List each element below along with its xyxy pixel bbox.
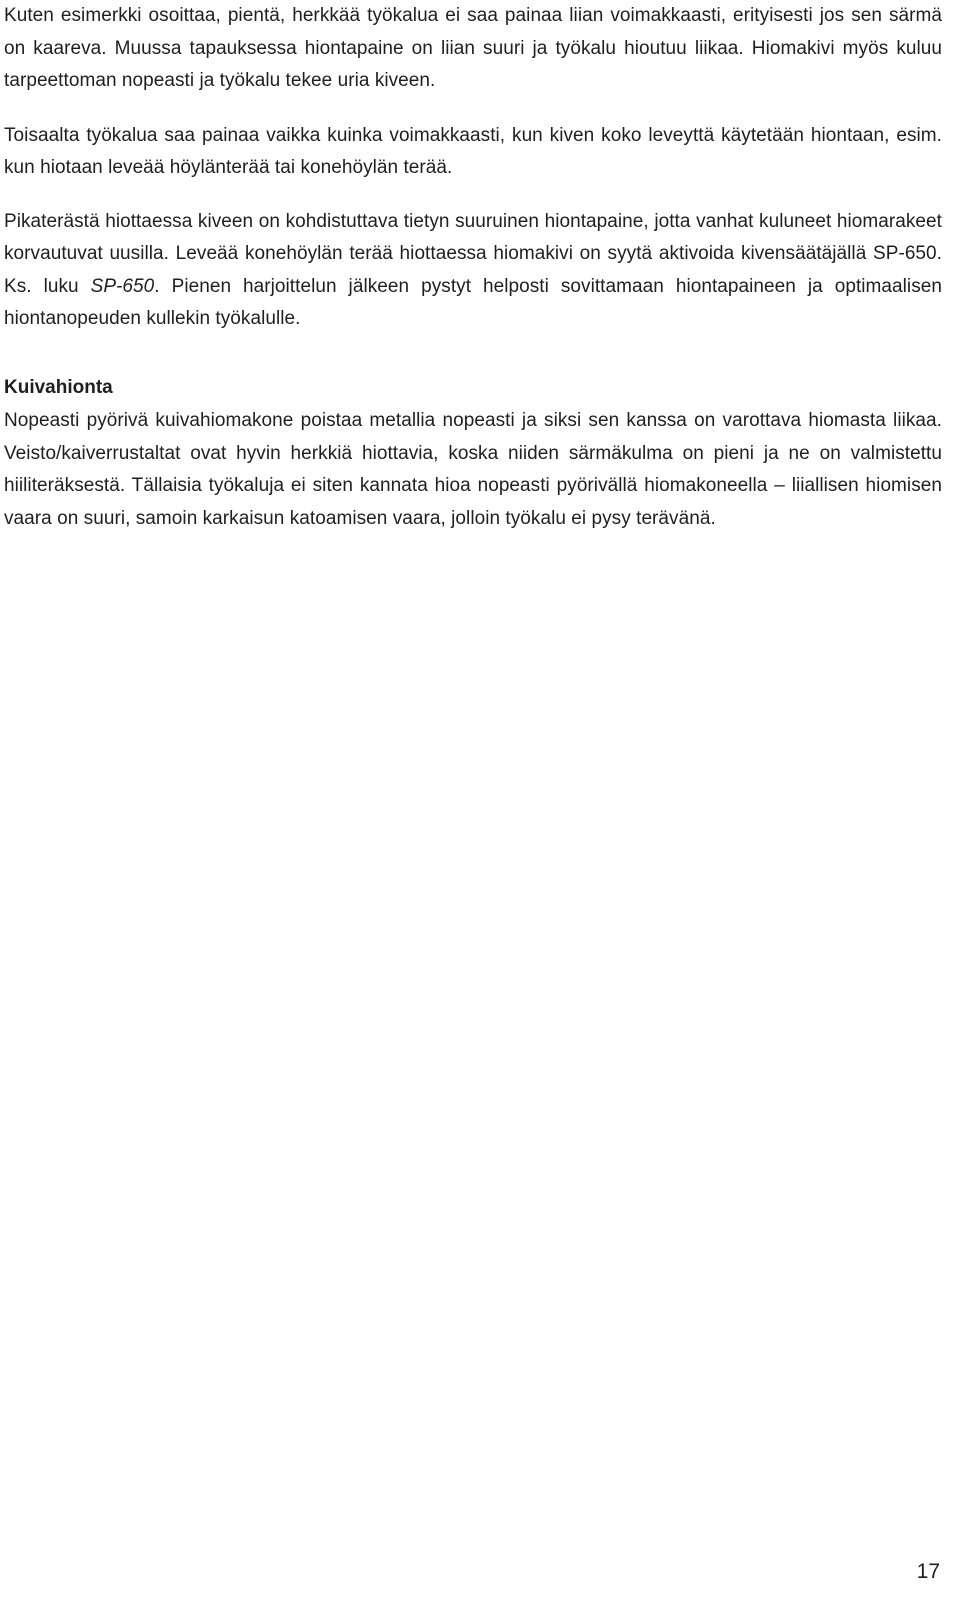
paragraph-high-speed-steel bbox=[4, 206, 942, 336]
paragraph-pressure-example: Kuten esimerkki osoittaa, pientä, herkkää työkalua ei saa painaa liian voimakkaasti, erityisesti jos sen särmä on kaareva. Muussa tapauksessa hiontapaine on liian suuri ja työkalu hioutuu liikaa. Hiomakivi myös kuluu tarpeettoman nopeasti ja työkalu tekee uria kiveen. bbox=[4, 5, 942, 91]
paragraph-wide-blade: Toisaalta työkalua saa painaa vaikka kuinka voimakkaasti, kun kiven koko leveyttä käytetään hiontaan, esim. kun hiotaan leveää höylänterää tai konehöylän terää. bbox=[4, 124, 942, 178]
page-content bbox=[4, 0, 942, 535]
paragraph-dry-grinding: Nopeasti pyörivä kuivahiomakone poistaa metallia nopeasti ja siksi sen kanssa on varottava hiomasta liikaa. Veisto/kaiverrustaltat ovat hyvin herkkiä hiottavia, koska niiden särmäkulma on pieni ja ne on valmistettu hiiliteräksestä. Tällaisia työkaluja ei siten kannata hioa nopeasti pyörivällä hiomakoneella – liiallisen hiomisen vaara on suuri, samoin karkaisun katoamisen vaara, jolloin työkalu ei pysy terävänä. bbox=[4, 410, 942, 529]
paragraph-high-speed-steel-text-1: Pikaterästä hiottaessa kiveen on kohdistuttava tietyn suuruinen hiontapaine, jotta vanhat kuluneet hiomarakeet korvautuvat uusilla. Leveää konehöylän terää hiottaessa hiomakivi on syytä aktivoida kivensäätäjällä SP-650. Ks. luku bbox=[4, 210, 942, 297]
page-number: 17 bbox=[916, 1560, 940, 1583]
chapter-reference: SP-650 bbox=[90, 275, 155, 297]
section-heading-dry-grinding: Kuivahionta bbox=[4, 376, 113, 398]
paragraph-high-speed-steel-text-2: . Pienen harjoittelun jälkeen pystyt helposti sovittamaan hiontapaineen ja optimaalisen hiontanopeuden kullekin työkalulle. bbox=[4, 275, 942, 329]
